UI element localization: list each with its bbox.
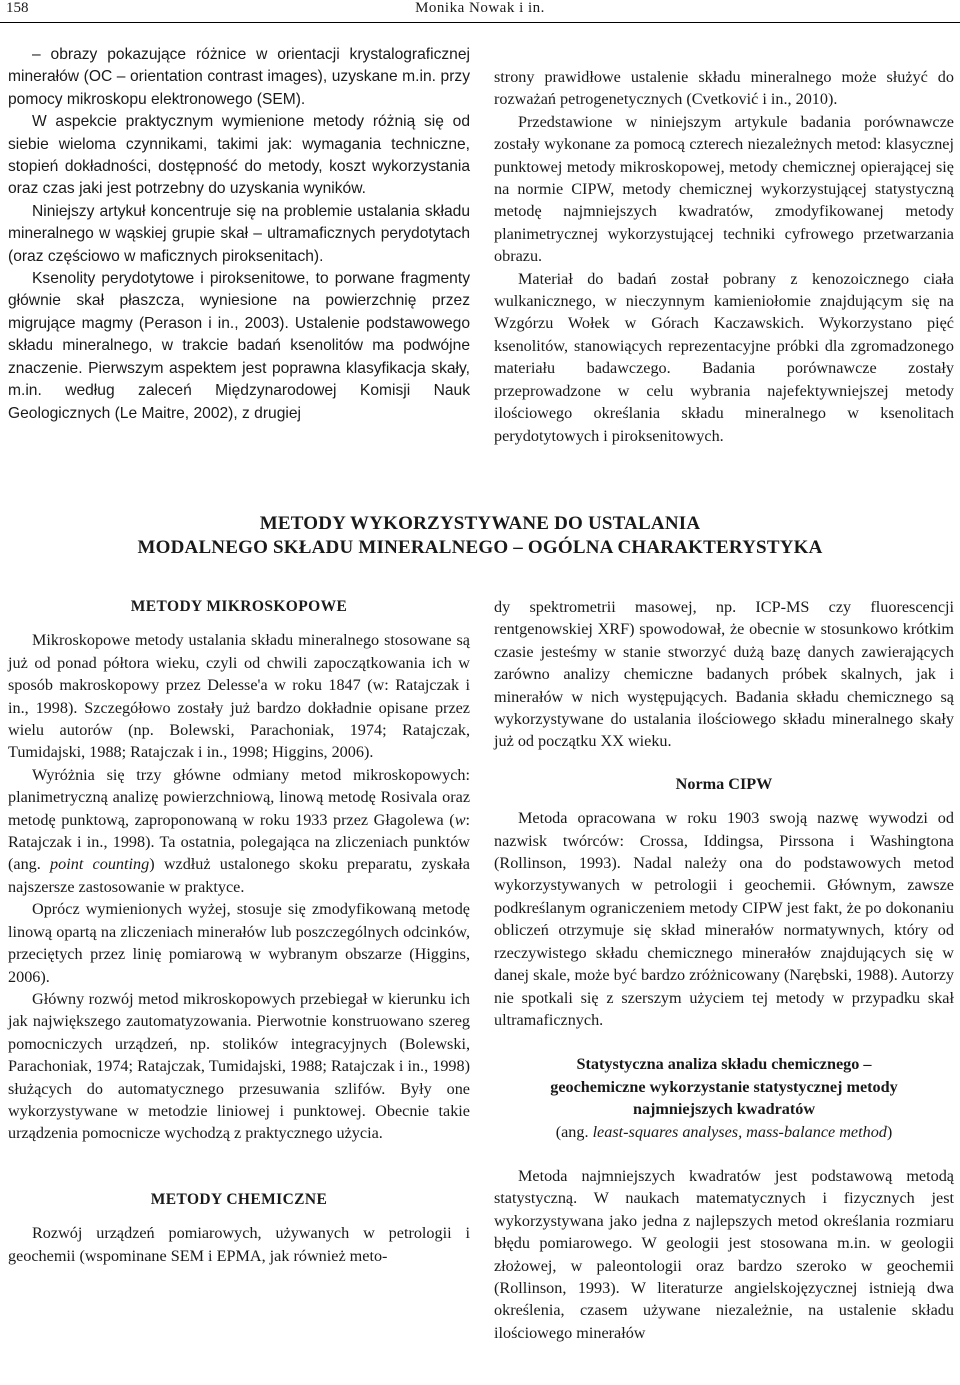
paragraph: Oprócz wymienionych wyżej, stosuje się zmodyfikowaną metodę linową opartą na zliczeniach minerałów lub poszczególnych odcinków, przeciętych przez linię pomiarową w wybranym obszarze (Higgins, 2006).: [8, 900, 470, 986]
paragraph: Mikroskopowe metody ustalania składu mineralnego stosowane są już od ponad półtora wieku, czyli od chwili zapoczątkowania ich w sposób makroskopowy przez Delesse'a w roku 1847 (w: Ratajczak i in., 1998). Szczegółowo zostały już bardzo dokładnie opisane przez wielu autorów (np. Bolewski, Parachoniak, 1974; Ratajczak, Tumidajski, 1988; Ratajczak i in., 1998; Higgins, 2006).: [8, 631, 470, 762]
section-heading-line2: MODALNEGO SKŁADU MINERALNEGO – OGÓLNA CHARAKTERYSTYKA: [137, 537, 823, 558]
subsection-heading-least-squares-l2: geochemiczne wykorzystanie statystycznej metody: [550, 1077, 898, 1096]
paragraph: Ksenolity perydotytowe i piroksenitowe, to porwane fragmenty głównie skał płaszcza, wyniesione na powierzchnię przez migrujące magmy (Perason i in., 2003). Ustalenie podstawowego składu mineralnego, w trakcie badań ksenolitów ma podwójne znaczenie. Pierwszym aspektem jest poprawna klasyfikacja skały, m.in. według zaleceń Międzynarodowej Komisji Nauk Geologicznych (Le Maitre, 2002), z drugiej: [8, 270, 470, 422]
paragraph: Materiał do badań został pobrany z kenozoicznego ciała wulkanicznego, w nieczynnym kamieniołomie znajdującym się na Wzgórzu Wołek w Górach Kaczawskich. Wykorzystano pięć ksenolitów, stanowiących reprezentacyjne próbki dla zgromadzonego materiału badawczego. Badania porównawcze zostały przeprowadzone w celu wybrania najefektywniejszej metody ilościowego określania składu mineralnego w ksenolitach perydotytowych i piroksenitowych.: [494, 269, 954, 445]
paragraph: Rozwój urządzeń pomiarowych, używanych w petrologii i geochemii (wspominane SEM i EPMA, jak również meto-: [8, 1224, 470, 1265]
subsection-heading-least-squares-l1: Statystyczna analiza składu chemicznego –: [576, 1055, 872, 1074]
paragraph: Przedstawione w niniejszym artykule badania porównawcze zostały wykonane za pomocą czterech niezależnych metod: klasycznej punktowej metody mikroskopowej, metody chemicznej opierającej się na normie CIPW, metody chemicznej wykorzystującej statystyczną metodę najmniejszych kwadratów, zmodyfikowanej metody planimetrycznej wykorzystującej techniki cyfrowego przetwarzania obrazu.: [494, 112, 954, 266]
top-right-column: [494, 66, 954, 447]
paragraph: Metoda opracowana w roku 1903 swoją nazwę wywodzi od nazwisk twórców: Crossa, Iddingsa, Pirssona i Washingtona (Rollinson, 1993). Nadal należy ona do podstawowych metod wykorzystywanych w petrologii i geochemii. Głównym, zawsze podkreślanym ograniczeniem metody CIPW jest fakt, że po dokonaniu obliczeń otrzymuje się skład minerałów normatywnych, który od rzeczywistego składu chemicznego minerałów znajdujących się w danej skale, może być bardzo zróżnicowany (Narębski, 1988). Autorzy nie spotkali się z szerszym użyciem tej metody w przypadku skał ultramaficznych.: [494, 809, 954, 1029]
subsection-heading-note: (ang. least-squares analyses, mass-balance method): [555, 1122, 893, 1141]
paragraph: Wyróżnia się trzy główne odmiany metod mikroskopowych: planimetryczną analizę powierzchniową, linową metodę Rosivala oraz metodę punktową, zaproponowaną w roku 1933 przez Głagolewa (w: Ratajczak i in., 1998). Ta ostatnia, polegająca na zliczeniach punktów (ang. point counting) wzdłuż ustalonego skoku preparatu, zyskała najszersze zastosowanie w praktyce.: [8, 765, 470, 896]
top-left-column: [8, 44, 470, 425]
lower-left-column: [8, 596, 470, 1267]
paragraph: Główny rozwój metod mikroskopowych przebiegał w kierunku ich jak największego zautomatyzowania. Pierwotnie konstruowano szereg pomocniczych urządzeń, np. stolików integracyjnych (Bolewski, Parachoniak, 1974; Ratajczak, Tumidajski, 1988; Ratajczak i in., 1998) służących do automatycznego przesuwania szlifów. Były one wykorzystywane w metodzie liniowej i punktowej. Obecnie takie urządzenia pomocnicze wychodzą z praktycznego użycia.: [8, 989, 470, 1143]
paragraph: dy spektrometrii masowej, np. ICP-MS czy fluorescencji rentgenowskiej XRF) spowodował, że obecnie w stosunkowo krótkim czasie jesteśmy w stanie stworzyć dużą bazę danych zawierających zarówno analizy chemiczne badanych próbek skalnych, jak i minerałów w nich występujących. Badania składu chemicznego są wykorzystywane do ustalania ilościowego składu mineralnego skały już od początku XX wieku.: [494, 598, 954, 751]
subsection-heading-least-squares-l3: najmniejszych kwadratów: [632, 1100, 816, 1119]
paragraph: Niniejszy artykuł koncentruje się na problemie ustalania składu mineralnego w wąskiej grupie skał – ultramaficznych perydotytach (oraz częściowo w maficznych piroksenitach).: [8, 202, 470, 265]
running-author: Monika Nowak i in.: [415, 0, 545, 16]
paragraph: Metoda najmniejszych kwadratów jest podstawową metodą statystyczną. W naukach matematycznych i fizycznych jest wykorzystywana jako jedna z najlepszych metod określania rozmiaru błędu pomiarowego. W geologii jest stosowana m.in. w geologii złożowej, w paleontologii oraz bardzo szeroko w geochemii (Rollinson, 1993). W literaturze angielskojęzycznej istnieją dwa określenia, czasem używane niezależnie, na ustalenie składu ilościowego minerałów: [494, 1166, 954, 1342]
lower-right-column: [494, 596, 954, 1344]
subsection-heading-cipw: Norma CIPW: [675, 774, 773, 793]
page-number: 158: [6, 0, 29, 16]
list-item-oc-images: – obrazy pokazujące różnice w orientacji krystalograficznej minerałów (OC – orientation contrast images), uzyskane m.in. przy pomocy mikroskopu elektronowego (SEM).: [8, 46, 470, 108]
subsection-heading-chemical: METODY CHEMICZNE: [150, 1190, 328, 1208]
section-heading-line1: METODY WYKORZYSTYWANE DO USTALANIA: [259, 513, 701, 534]
paragraph: W aspekcie praktycznym wymienione metody różnią się od siebie wieloma czynnikami, takimi jak: wymagania techniczne, stopień dokładności, dostępność do metody, koszt wykorzystania oraz czas jaki jest potrzebny do uzyskania wyników.: [8, 113, 470, 198]
section-heading: [0, 512, 960, 560]
running-header: [0, 0, 960, 23]
subsection-heading-microscopic: METODY MIKROSKOPOWE: [130, 598, 348, 615]
paragraph: strony prawidłowe ustalenie składu mineralnego może służyć do rozważań petrogenetycznych (Cvetković i in., 2010).: [494, 68, 954, 109]
